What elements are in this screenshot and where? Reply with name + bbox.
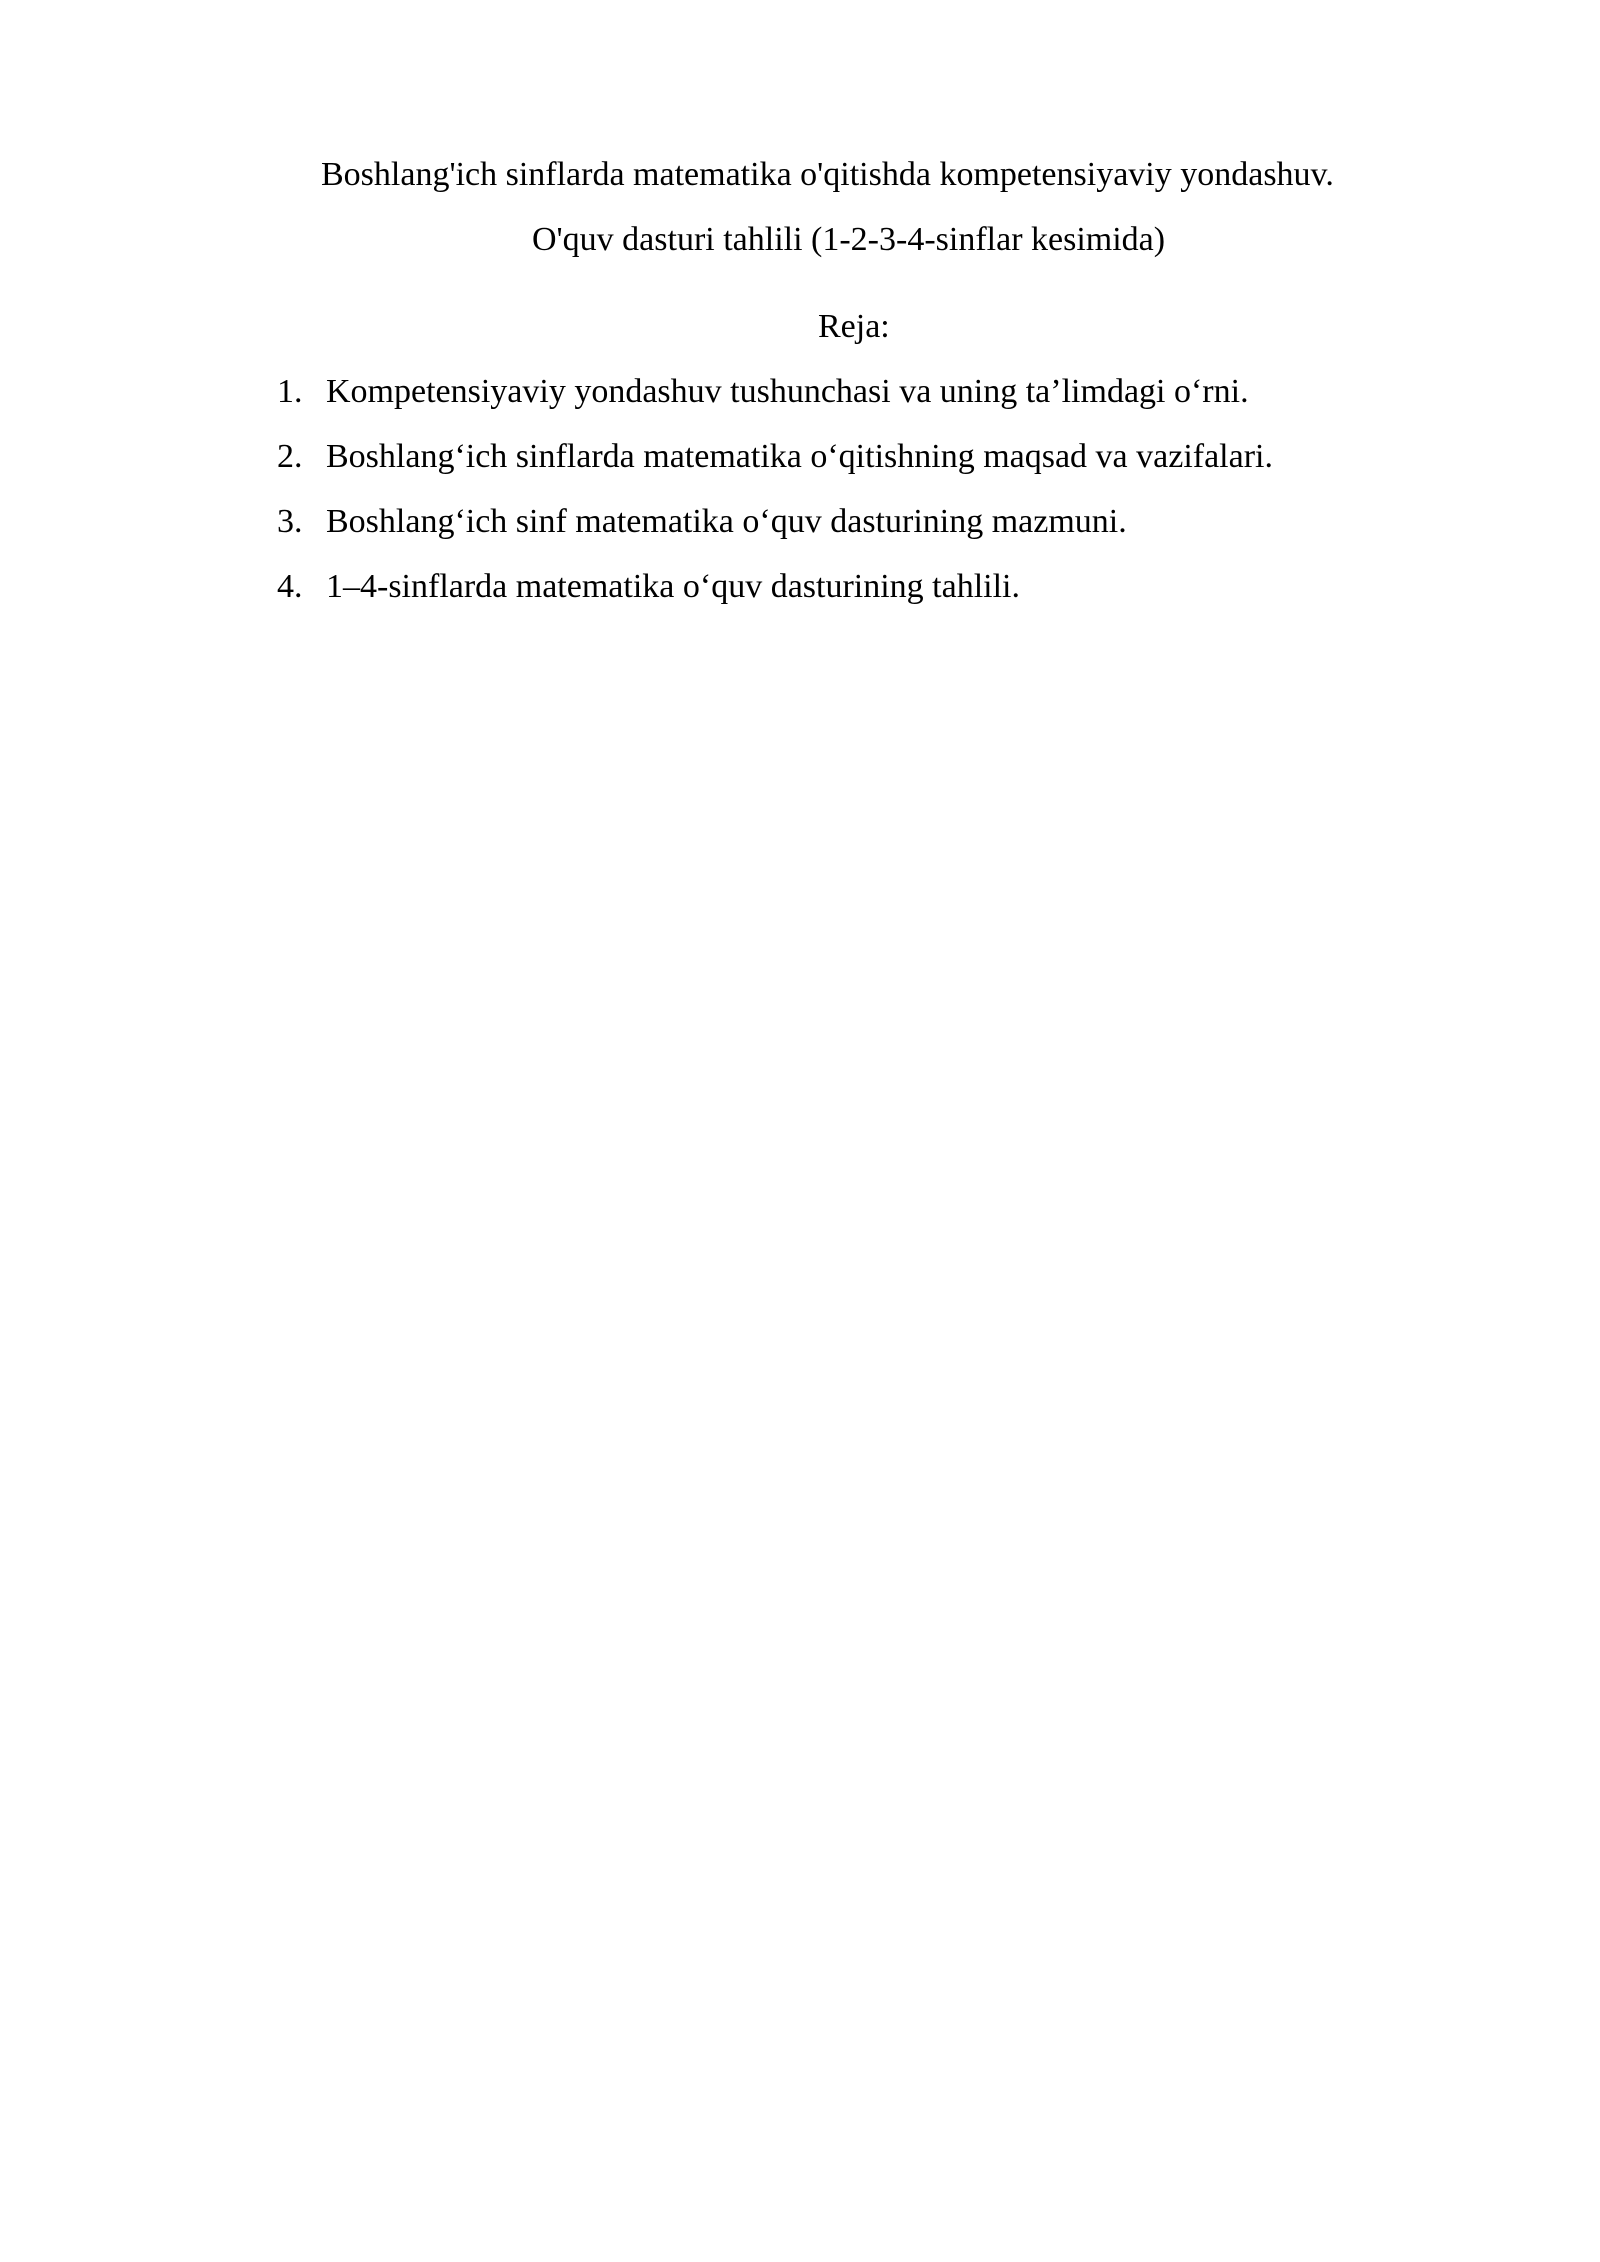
plan-item-text: 1–4-sinflarda matematika o‘quv dasturining tahlili. <box>326 568 1020 605</box>
plan-item-text: Boshlang‘ich sinf matematika o‘quv dasturining mazmuni. <box>326 503 1127 540</box>
plan-item-number: 1. <box>277 373 303 410</box>
document-title-line-2: O'quv dasturi tahlili (1-2-3-4-sinflar kesimida) <box>532 221 1166 258</box>
document-title-line-1: Boshlang'ich sinflarda matematika o'qitishda kompetensiyaviy yondashuv. <box>321 156 1334 193</box>
plan-heading: Reja: <box>818 308 890 345</box>
plan-item-number: 2. <box>277 438 303 475</box>
plan-item-number: 3. <box>277 503 303 540</box>
plan-item-text: Kompetensiyaviy yondashuv tushunchasi va uning ta’limdagi o‘rni. <box>326 373 1249 410</box>
plan-item-number: 4. <box>277 568 303 605</box>
plan-item-text: Boshlang‘ich sinflarda matematika o‘qitishning maqsad va vazifalari. <box>326 438 1273 475</box>
